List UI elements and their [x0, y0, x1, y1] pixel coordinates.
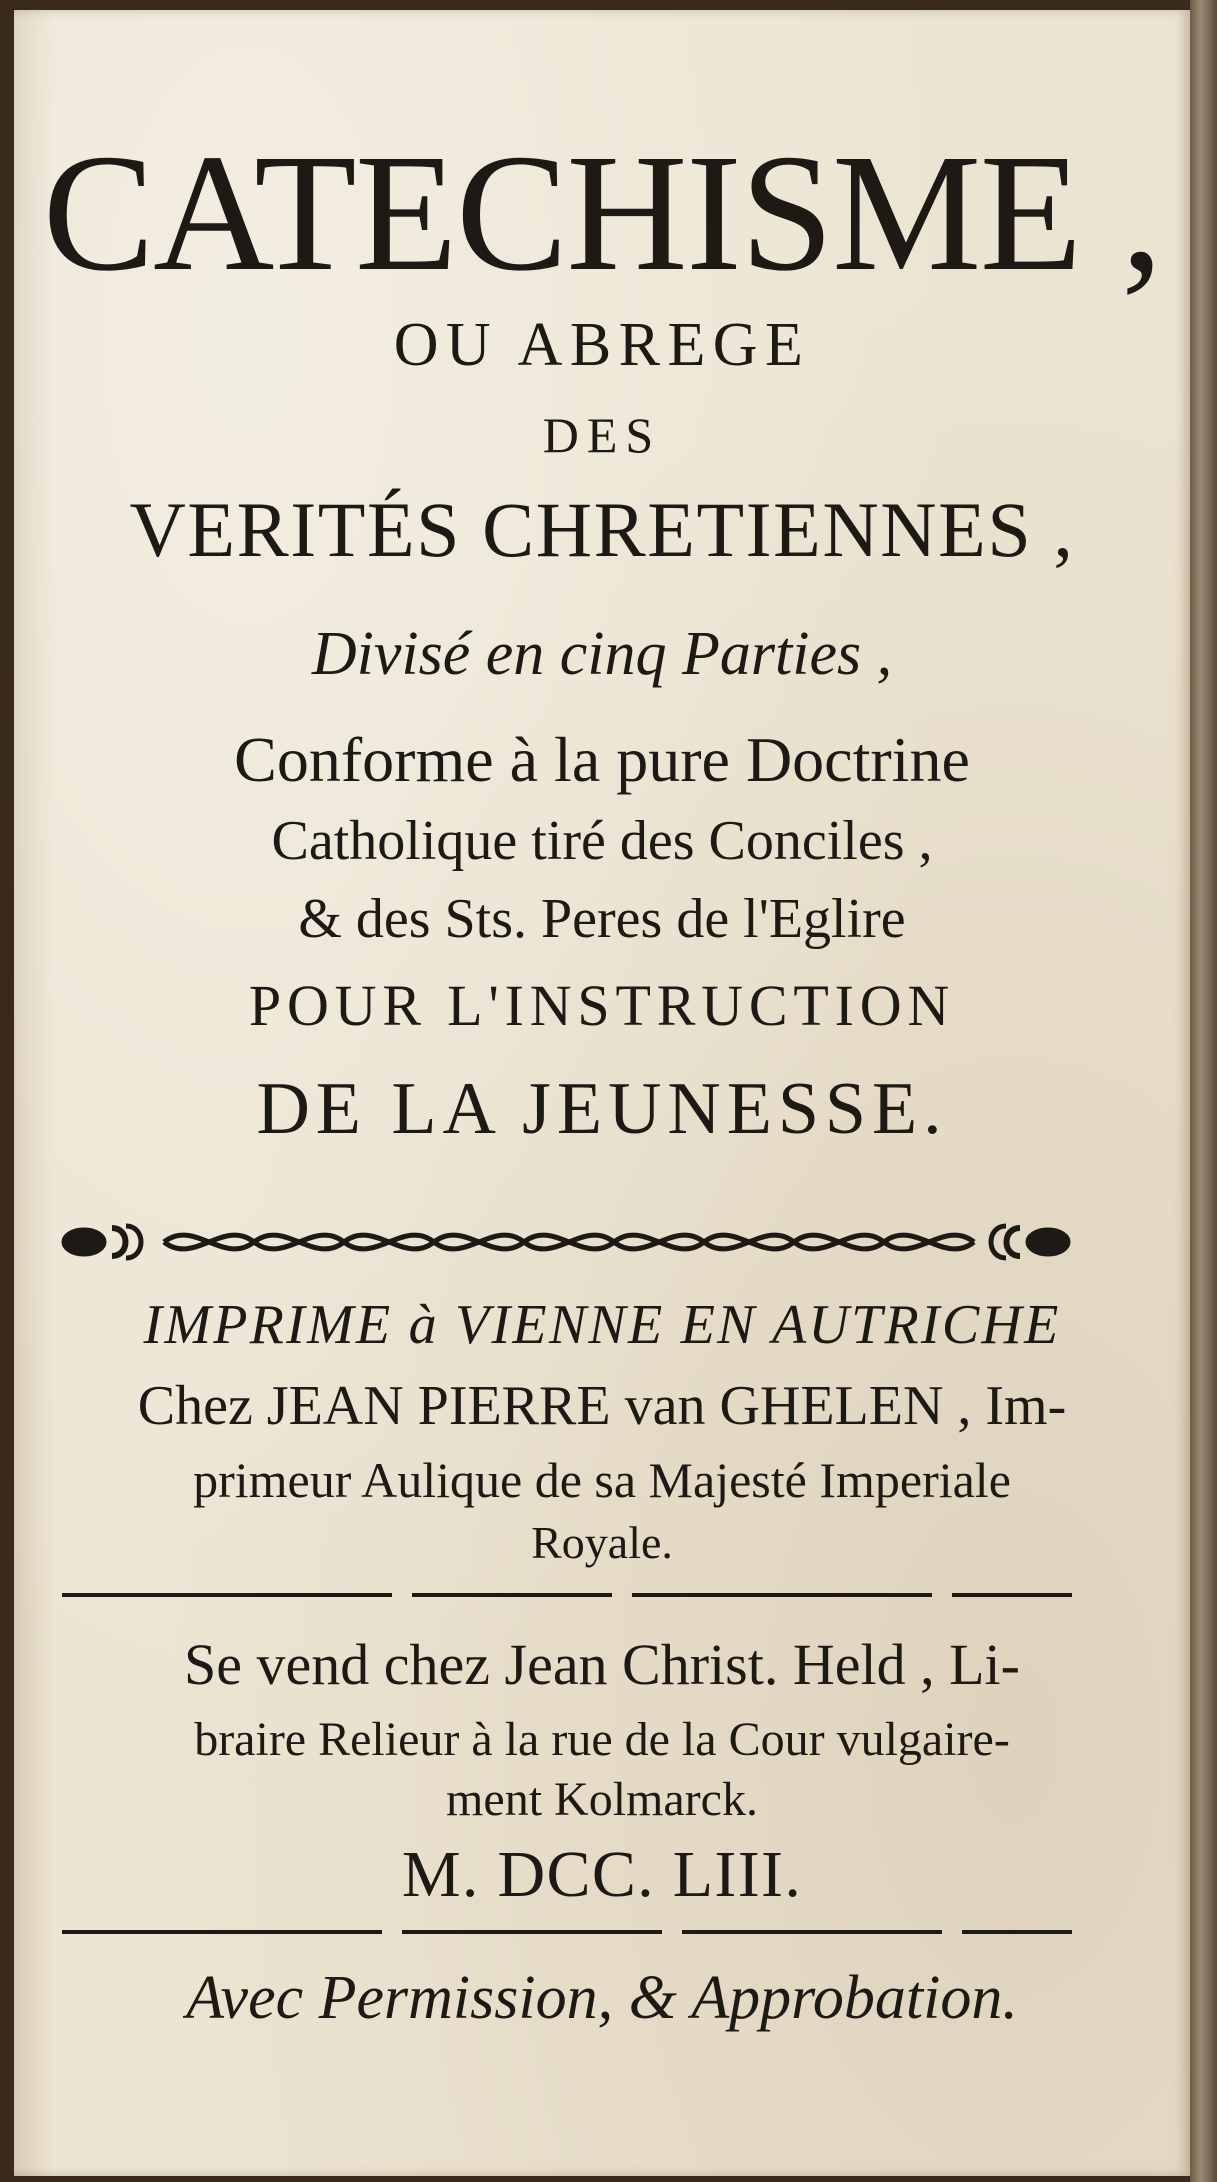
conforme-line-3: & des Sts. Peres de l'Eglire	[298, 888, 906, 950]
book-title: CATECHISME ,	[42, 120, 1162, 306]
seller-line-2: braire Relieur à la rue de la Cour vulgaire-	[194, 1713, 1010, 1766]
audience-line-1: POUR L'INSTRUCTION	[248, 973, 956, 1038]
seller-line-3: ment Kolmarck.	[446, 1773, 758, 1826]
permission-line: Avec Permission, & Approbation.	[186, 1964, 1018, 2032]
conforme-line-2: Catholique tiré des Conciles ,	[271, 810, 933, 872]
imprint-printer-1: Chez JEAN PIERRE van GHELEN , Im-	[137, 1375, 1067, 1437]
book-edge	[1190, 0, 1217, 2182]
imprint-printer-2: primeur Aulique de sa Majesté Imperiale	[193, 1452, 1011, 1508]
subtitle-ou-abrege: OU ABREGE	[393, 311, 811, 379]
audience-line-2: DE LA JEUNESSE.	[256, 1068, 948, 1150]
subtitle-verites: VERITÉS CHRETIENNES ,	[129, 486, 1075, 573]
ornament-divider	[54, 1212, 1078, 1272]
seller-line-1: Se vend chez Jean Christ. Held , Li-	[184, 1632, 1020, 1697]
division-line: Divisé en cinq Parties ,	[311, 620, 893, 688]
imprint-printer-3: Royale.	[531, 1517, 673, 1568]
divider-rule	[62, 1588, 1072, 1602]
divider-rule	[62, 1925, 1072, 1939]
publication-year: M. DCC. LIII.	[401, 1838, 803, 1911]
conforme-line-1: Conforme à la pure Doctrine	[234, 724, 970, 795]
imprint-place: IMPRIME à VIENNE EN AUTRICHE	[143, 1294, 1061, 1356]
title-page	[14, 10, 1190, 2176]
subtitle-des: DES	[542, 407, 662, 463]
